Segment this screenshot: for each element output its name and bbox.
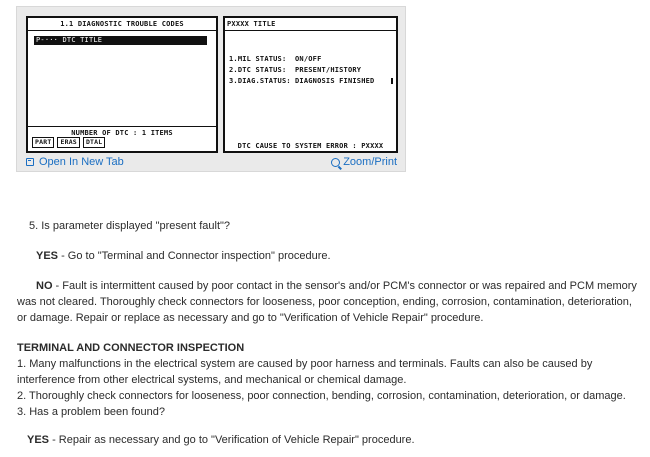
scroll-indicator <box>391 78 393 84</box>
yes-text: - Go to "Terminal and Connector inspection" procedure. <box>58 250 331 262</box>
no-answer-line-2: was not cleared. Thoroughly check connectors for looseness, poor conception, ending, corrosion, contamination, deterioration, <box>17 296 632 308</box>
status-value: ON/OFF <box>295 55 322 63</box>
status-line <box>229 54 374 65</box>
zoom-print-label: Zoom/Print <box>343 156 397 168</box>
figure-toolbar <box>17 154 405 172</box>
softkey-part: PART <box>32 137 54 148</box>
status-value: DIAGNOSIS FINISHED <box>295 77 375 85</box>
dtc-detail-title: PXXXX TITLE <box>225 20 396 31</box>
status-value: PRESENT/HISTORY <box>295 66 362 74</box>
yes-label: YES <box>27 434 50 446</box>
magnifier-icon <box>331 158 340 167</box>
softkey-eras: ERAS <box>57 137 79 148</box>
dtc-count-line: NUMBER OF DTC : 1 ITEMS <box>28 126 216 137</box>
list-item-1-line-1: 1. Many malfunctions in the electrical system are caused by poor harness and terminals. Faults can also be caused by <box>17 358 593 370</box>
list-item-2: 2. Thoroughly check connectors for looseness, poor connection, bending, corrosion, contamination, deterioration, or damage. <box>17 390 626 402</box>
status-label: 3.DIAG.STATUS: <box>229 77 291 85</box>
status-label: 2.DTC STATUS: <box>229 66 287 74</box>
yes-text: - Repair as necessary and go to "Verification of Vehicle Repair" procedure. <box>49 434 415 446</box>
open-in-new-tab-label: Open In New Tab <box>39 156 124 168</box>
step-5-question: 5. Is parameter displayed "present fault"? <box>29 220 231 232</box>
status-label: 1.MIL STATUS: <box>229 55 287 63</box>
figure-card <box>16 6 406 172</box>
dtc-list-title: 1.1 DIAGNOSTIC TROUBLE CODES <box>28 20 216 31</box>
yes-label: YES <box>36 250 59 262</box>
no-answer-line-1 <box>17 278 650 294</box>
dtc-selected-row: P-··· DTC TITLE <box>34 36 207 45</box>
no-label: NO <box>36 280 53 292</box>
no-text: - Fault is intermittent caused by poor contact in the sensor's and/or PCM's connector or was repaired and PCM memory <box>52 280 637 292</box>
status-line <box>229 65 374 76</box>
dtc-list-screen <box>26 16 218 153</box>
softkey-row <box>32 137 105 148</box>
status-list <box>229 54 374 87</box>
section-heading: TERMINAL AND CONNECTOR INSPECTION <box>17 342 245 354</box>
softkey-dtal: DTAL <box>83 137 105 148</box>
yes-answer-2 <box>17 432 647 448</box>
no-answer-line-3: or damage. Repair or replace as necessary and go to "Verification of Vehicle Repair" procedure. <box>17 312 484 324</box>
yes-answer-1 <box>17 248 650 264</box>
zoom-print-link[interactable] <box>331 156 397 168</box>
list-item-3: 3. Has a problem been found? <box>17 406 165 418</box>
dtc-cause-footer: DTC CAUSE TO SYSTEM ERROR : PXXXX <box>237 142 384 150</box>
list-item-1-line-2: interference from other electrical systems, and mechanical or chemical damage. <box>17 374 407 386</box>
open-in-new-tab-link[interactable] <box>26 156 124 168</box>
dtc-detail-screen <box>223 16 398 153</box>
status-line <box>229 76 374 87</box>
new-tab-icon <box>26 158 34 166</box>
